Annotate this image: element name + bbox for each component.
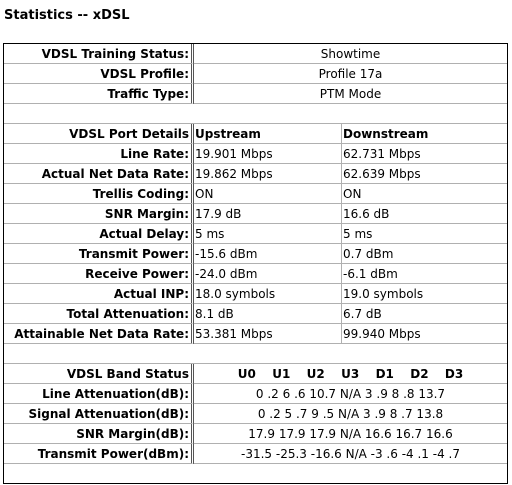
band-status-header: VDSL Band Status — [4, 364, 194, 384]
training-status-value: Showtime — [194, 44, 507, 64]
receive-power-down: -6.1 dBm — [342, 264, 507, 284]
port-row-attainable — [4, 324, 507, 344]
signal-attenuation-values: 0 .2 5 .7 9 .5 N/A 3 .9 8 .7 13.8 — [194, 404, 507, 424]
band-row-line-attenuation — [4, 384, 507, 404]
trellis-coding-down: ON — [342, 184, 507, 204]
attainable-rate-down: 99.940 Mbps — [342, 324, 507, 344]
spacer-row — [4, 344, 507, 364]
snr-margin-down: 16.6 dB — [342, 204, 507, 224]
spacer-row — [4, 464, 507, 484]
port-row-net-rate — [4, 164, 507, 184]
transmit-power-up: -15.6 dBm — [194, 244, 342, 264]
port-row-attenuation — [4, 304, 507, 324]
port-row-snr — [4, 204, 507, 224]
band-header-row — [4, 364, 507, 384]
training-status-label: VDSL Training Status: — [4, 44, 194, 64]
traffic-type-label: Traffic Type: — [4, 84, 194, 104]
receive-power-up: -24.0 dBm — [194, 264, 342, 284]
total-attenuation-up: 8.1 dB — [194, 304, 342, 324]
attainable-rate-up: 53.381 Mbps — [194, 324, 342, 344]
page-title: Statistics -- xDSL — [4, 8, 130, 23]
snr-margin-label: SNR Margin: — [4, 204, 194, 224]
spacer-row — [4, 104, 507, 124]
actual-delay-up: 5 ms — [194, 224, 342, 244]
line-attenuation-values: 0 .2 6 .6 10.7 N/A 3 .9 8 .8 13.7 — [194, 384, 507, 404]
actual-inp-label: Actual INP: — [4, 284, 194, 304]
band-transmit-power-values: -31.5 -25.3 -16.6 N/A -3 .6 -4 .1 -4 .7 — [194, 444, 507, 464]
total-attenuation-down: 6.7 dB — [342, 304, 507, 324]
port-row-delay — [4, 224, 507, 244]
port-row-inp — [4, 284, 507, 304]
xdsl-statistics-table — [3, 43, 508, 484]
trellis-coding-label: Trellis Coding: — [4, 184, 194, 204]
line-rate-label: Line Rate: — [4, 144, 194, 164]
upstream-header: Upstream — [194, 124, 342, 144]
snr-margin-up: 17.9 dB — [194, 204, 342, 224]
port-header-row — [4, 124, 507, 144]
band-snr-margin-label: SNR Margin(dB): — [4, 424, 194, 444]
signal-attenuation-label: Signal Attenuation(dB): — [4, 404, 194, 424]
trellis-coding-up: ON — [194, 184, 342, 204]
band-row-transmit-power — [4, 444, 507, 464]
band-row-snr-margin — [4, 424, 507, 444]
band-row-signal-attenuation — [4, 404, 507, 424]
traffic-type-value: PTM Mode — [194, 84, 507, 104]
line-rate-up: 19.901 Mbps — [194, 144, 342, 164]
line-attenuation-label: Line Attenuation(dB): — [4, 384, 194, 404]
status-row-profile — [4, 64, 507, 84]
actual-inp-up: 18.0 symbols — [194, 284, 342, 304]
port-row-trellis — [4, 184, 507, 204]
port-row-tx-power — [4, 244, 507, 264]
actual-delay-down: 5 ms — [342, 224, 507, 244]
receive-power-label: Receive Power: — [4, 264, 194, 284]
total-attenuation-label: Total Attenuation: — [4, 304, 194, 324]
vdsl-profile-value: Profile 17a — [194, 64, 507, 84]
downstream-header: Downstream — [342, 124, 507, 144]
port-row-line-rate — [4, 144, 507, 164]
net-data-rate-label: Actual Net Data Rate: — [4, 164, 194, 184]
actual-inp-down: 19.0 symbols — [342, 284, 507, 304]
line-rate-down: 62.731 Mbps — [342, 144, 507, 164]
band-transmit-power-label: Transmit Power(dBm): — [4, 444, 194, 464]
net-data-rate-up: 19.862 Mbps — [194, 164, 342, 184]
net-data-rate-down: 62.639 Mbps — [342, 164, 507, 184]
band-snr-margin-values: 17.9 17.9 17.9 N/A 16.6 16.7 16.6 — [194, 424, 507, 444]
status-row-traffic — [4, 84, 507, 104]
attainable-rate-label: Attainable Net Data Rate: — [4, 324, 194, 344]
band-columns-header: U0 U1 U2 U3 D1 D2 D3 — [194, 364, 507, 384]
status-row-training — [4, 44, 507, 64]
transmit-power-down: 0.7 dBm — [342, 244, 507, 264]
port-row-rx-power — [4, 264, 507, 284]
actual-delay-label: Actual Delay: — [4, 224, 194, 244]
vdsl-profile-label: VDSL Profile: — [4, 64, 194, 84]
transmit-power-label: Transmit Power: — [4, 244, 194, 264]
port-details-header: VDSL Port Details — [4, 124, 194, 144]
